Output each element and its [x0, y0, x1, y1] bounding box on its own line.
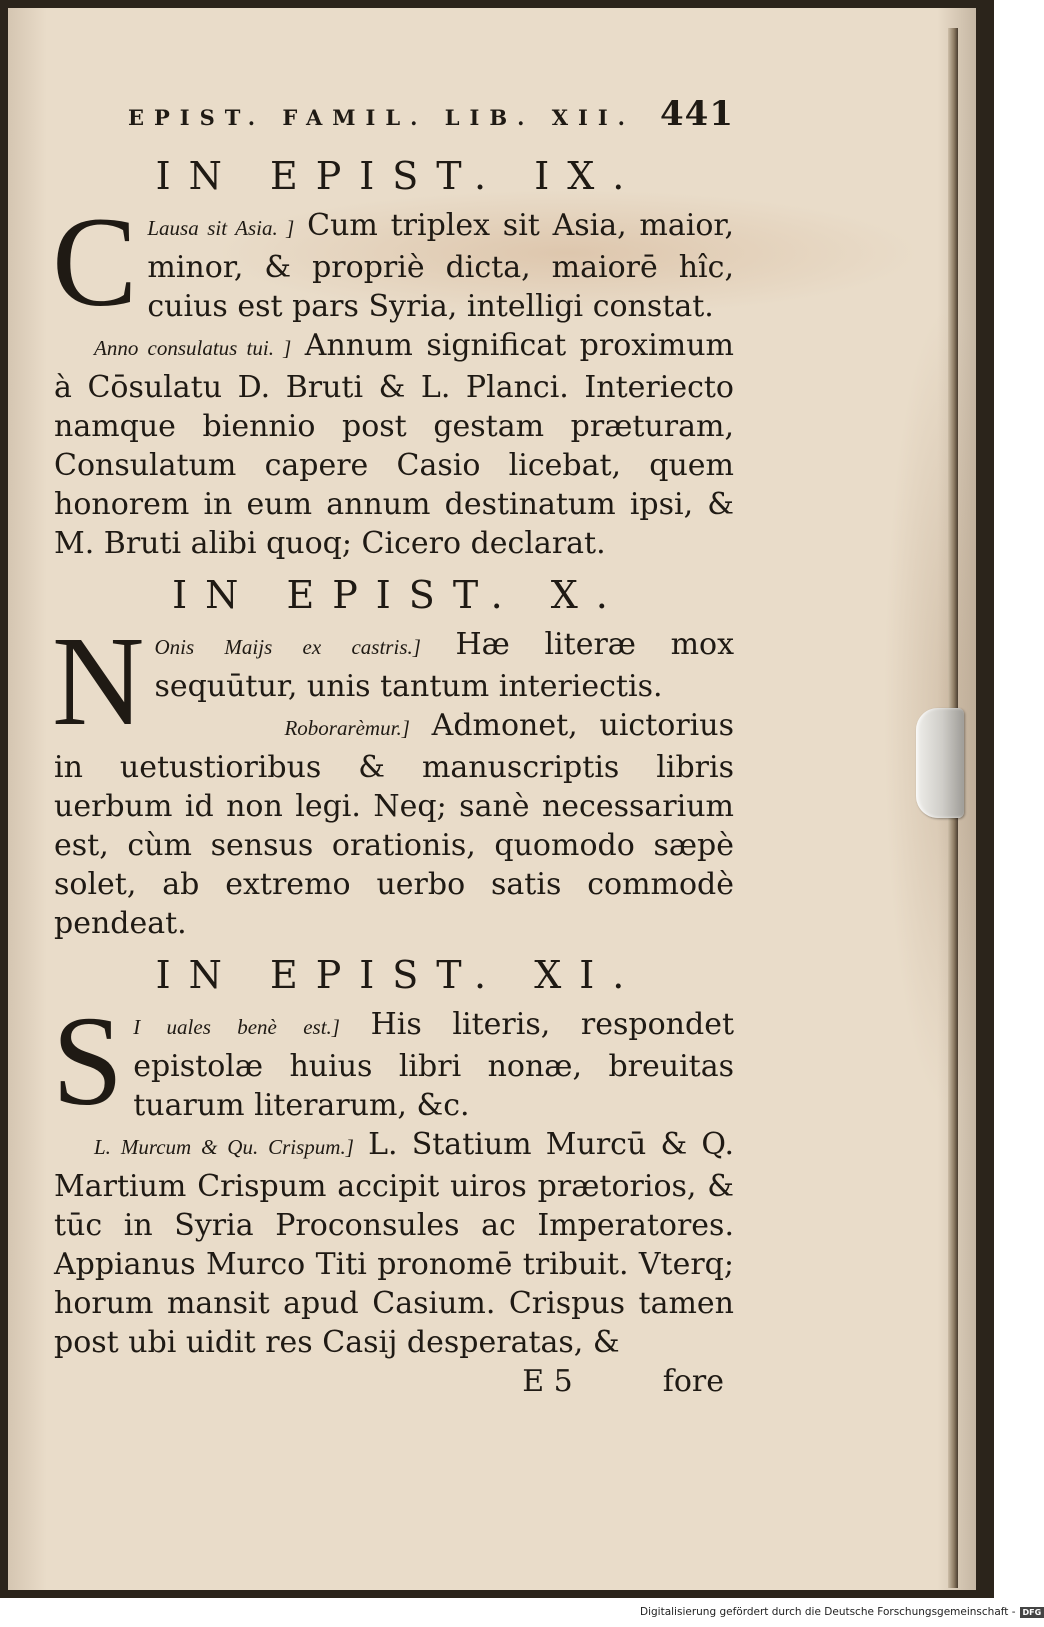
- page-number: 441: [660, 94, 734, 134]
- paragraph: [52, 990, 734, 1132]
- section-heading-xi: IN EPIST. XI.: [155, 953, 643, 997]
- text-block: [54, 94, 734, 1402]
- running-title: EPIST. FAMIL. LIB. XII.: [128, 105, 635, 130]
- lemma: Lausa sit Asia. ]: [147, 216, 295, 240]
- commentary-text: Annum significat proximum à Cōsulatu D. Bruti & L. Planci. Interiecto namque biennio post gestam præturam, Consulatum capere Casio licebat, quem honorem in eum annum destinatum ipsi, & M. Bruti alibi quoq; Cicero declarat.: [54, 328, 734, 561]
- section-heading-ix: IN EPIST. IX.: [155, 154, 643, 198]
- commentary-text: Admonet, uictorius in uetustioribus & manuscriptis libris uerbum id non legi. Neq; sanè necessarium est, cùm sensus orationis, quomodo sæpè solet, ab extremo uerbo satis commodè pendeat.: [54, 708, 734, 941]
- catchword: fore: [662, 1364, 724, 1399]
- commentary-text: His literis, respondet epistolæ huius libri nonæ, breuitas tuarum literarum, &c.: [133, 1007, 734, 1123]
- paragraph: [52, 191, 735, 333]
- running-head: [54, 94, 734, 144]
- commentary-text: L. Statium Murcū & Q. Martium Crispum accipit uiros prætorios, & tūc in Syria Proconsules ac Imperatores. Appianus Murco Titi pronomē tribuit. Vterq; horum mansit apud Casium. Crispus tamen post ubi uidit res Casij desperatas, &: [54, 1127, 734, 1360]
- paragraph: [54, 326, 734, 563]
- drop-cap-initial: N: [52, 610, 145, 752]
- section-heading-x: IN EPIST. X.: [172, 573, 626, 617]
- book-page: [8, 8, 976, 1590]
- signature-mark: E 5: [522, 1364, 573, 1399]
- drop-cap-initial: C: [52, 191, 138, 333]
- lemma: I uales benè est.]: [133, 1015, 340, 1039]
- commentary-text: Cum triplex sit Asia, maior, minor, & propriè dicta, maiorē hîc, cuius est pars Syria, intelligi constat.: [147, 208, 735, 324]
- dfg-logo: DFG: [1020, 1607, 1044, 1618]
- paragraph: [54, 1125, 734, 1362]
- digitization-credit: [640, 1606, 1042, 1618]
- drop-cap-initial: S: [52, 990, 124, 1132]
- lemma: Roborarèmur.]: [284, 716, 410, 740]
- lemma: Onis Maijs ex castris.]: [154, 635, 421, 659]
- paragraph: [54, 706, 734, 943]
- lemma: L. Murcum & Qu. Crispum.]: [94, 1135, 354, 1159]
- lemma: Anno consulatus tui. ]: [94, 336, 292, 360]
- catchwords: [54, 1362, 734, 1402]
- book-clasp: [916, 708, 964, 818]
- credit-text: Digitalisierung gefördert durch die Deutsche Forschungsgemeinschaft -: [640, 1606, 1016, 1618]
- commentary-text: Hæ literæ mox sequūtur, unis tantum interiectis.: [154, 627, 735, 704]
